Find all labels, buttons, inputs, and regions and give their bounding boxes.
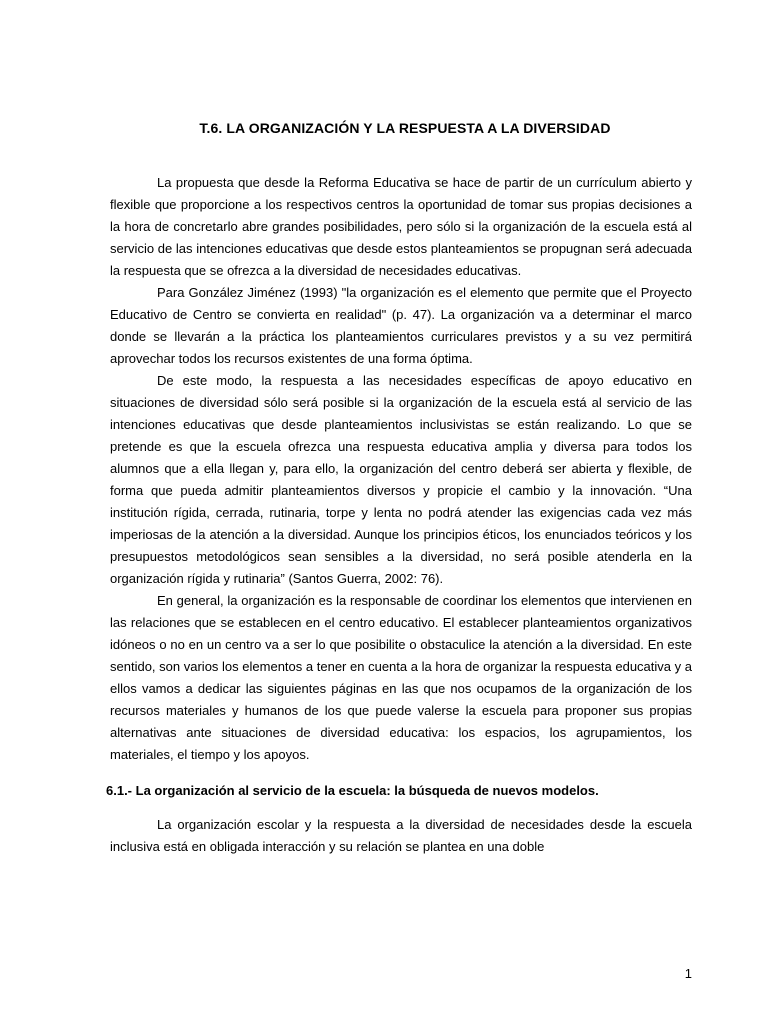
section-paragraph: La organización escolar y la respuesta a la diversidad de necesidades desde la escuela inclusiva está en obligada interacción y su relación se plantea en una doble <box>110 817 692 854</box>
body-paragraph: Para González Jiménez (1993) "la organización es el elemento que permite que el Proyecto Educativo de Centro se convierta en realidad" (p. 47). La organización va a determinar el marco donde se llevarán a la práctica los planteamientos curriculares previstos y a su vez permitirá aprovechar todos los recursos existentes de una forma óptima. <box>110 285 692 366</box>
body-paragraph: La propuesta que desde la Reforma Educativa se hace de partir de un currículum abierto y flexible que proporcione a los respectivos centros la oportunidad de tomar sus propias decisiones a la hora de concretarlo abre grandes posibilidades, pero sólo si la organización de la escuela está al servicio de las intenciones educativas que desde estos planteamientos se propugnan será adecuada la respuesta que se ofrezca a la diversidad de necesidades educativas. <box>110 175 692 278</box>
body-paragraph: De este modo, la respuesta a las necesidades específicas de apoyo educativo en situaciones de diversidad sólo será posible si la organización de la escuela está al servicio de las intenciones educativas que desde planteamientos inclusivistas se están realizando. Lo que se pretende es que la escuela ofrezca una respuesta educativa amplia y diversa para todos los alumnos que a ella llegan y, para ello, la organización del centro deberá ser abierta y flexible, de forma que pueda admitir planteamientos diversos y propicie el cambio y la innovación. “Una institución rígida, cerrada, rutinaria, torpe y lenta no podrá atender las exigencias cada vez más imperiosas de la atención a la diversidad. Aunque los principios éticos, los enunciados teóricos y los presupuestos metodológicos sean sensibles a la diversidad, no será posible atenderla en la organización rígida y rutinaria” (Santos Guerra, 2002: 76). <box>110 373 692 586</box>
page-number: 1 <box>684 966 692 981</box>
body-paragraph: En general, la organización es la responsable de coordinar los elementos que intervienen en las relaciones que se establecen en el centro educativo. El establecer planteamientos organizativos idóneos o no en un centro va a ser lo que posibilite o obstaculice la atención a la diversidad. En este sentido, son varios los elementos a tener en cuenta a la hora de organizar la respuesta educativa y a ellos vamos a dedicar las siguientes páginas en las que nos ocupamos de la organización de los recursos materiales y humanos de los que puede valerse la escuela para proponer sus propias alternativas ante situaciones de diversidad educativa: los espacios, los agrupamientos, los materiales, el tiempo y los apoyos. <box>110 593 692 762</box>
section-heading: 6.1.- La organización al servicio de la escuela: la búsqueda de nuevos modelos. <box>106 783 599 798</box>
document-title: T.6. LA ORGANIZACIÓN Y LA RESPUESTA A LA DIVERSIDAD <box>199 120 611 136</box>
